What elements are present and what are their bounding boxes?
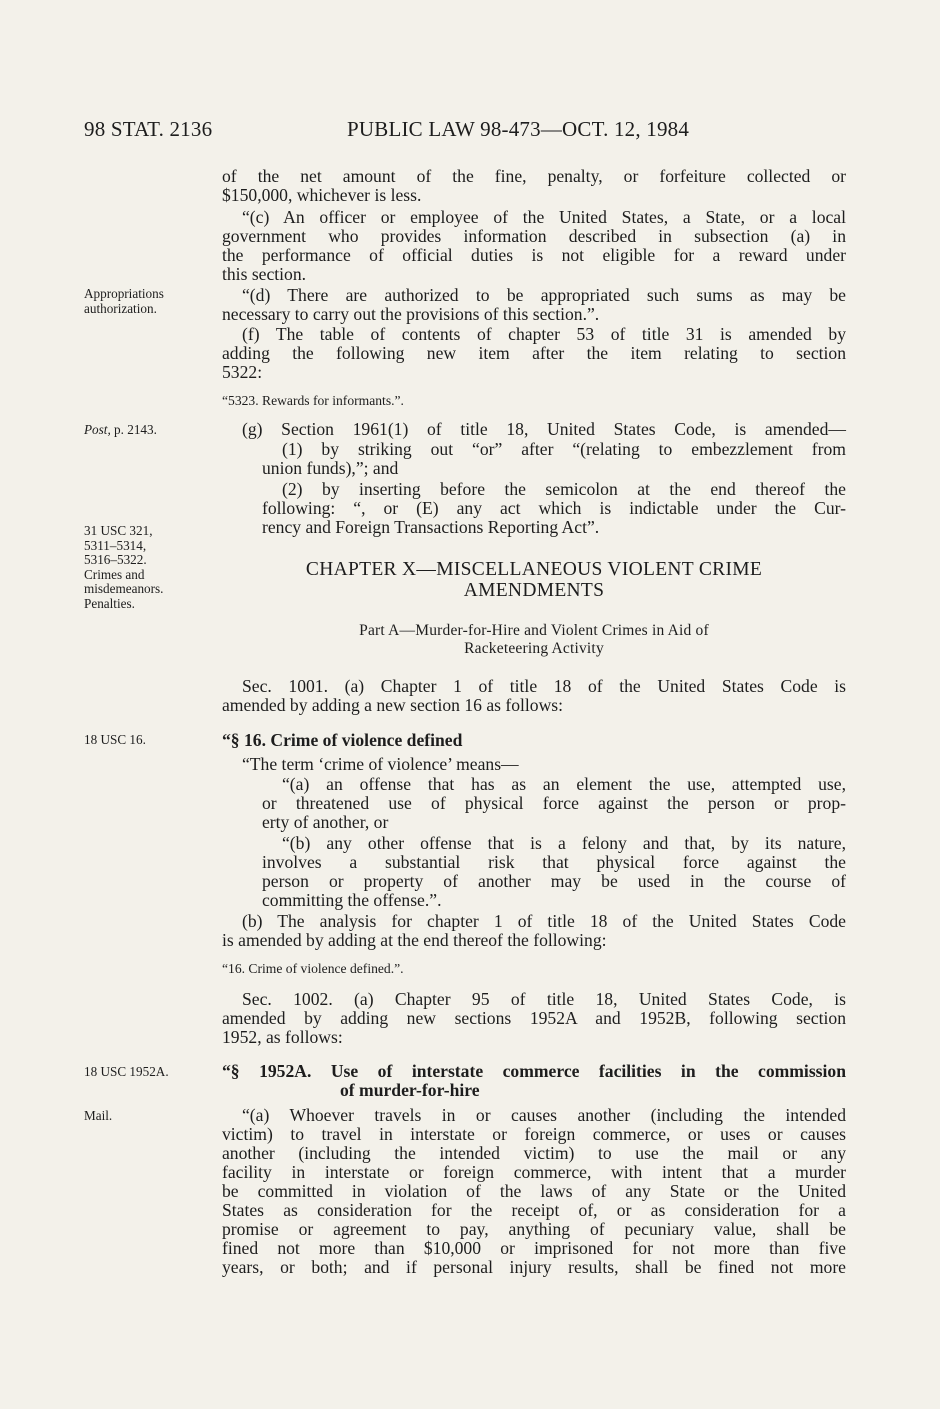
section-16-heading: “§ 16. Crime of violence defined — [222, 730, 463, 750]
margin-note-mail: Mail. — [84, 1108, 113, 1123]
paragraph-clause-2: (2) by inserting before the semicolon at the end thereof the following: “, or (E) any act which is indictable under the Cur- rency and Foreign Transactions Reporting Act”. — [262, 479, 846, 537]
table-item-5323: “5323. Rewards for informants.”. — [222, 393, 404, 408]
section-16-clause-a: “(a) an offense that has as an element the use, attempted use, or threatened use of physical force against the person or prop- erty of another, or — [262, 774, 846, 832]
margin-note-18-usc-16: 18 USC 16. — [84, 732, 146, 747]
public-law-title: PUBLIC LAW 98-473—OCT. 12, 1984 — [347, 117, 690, 141]
margin-note-appropriations: Appropriations authorization. — [84, 286, 164, 316]
section-16-intro: “The term ‘crime of violence’ means— — [242, 754, 519, 774]
paragraph-continuation: of the net amount of the fine, penalty, or forfeiture collected or $150,000, whichever is less. — [222, 166, 846, 205]
paragraph-subsection-f: (f) The table of contents of chapter 53 of title 31 is amended by adding the following new item after the item relating to section 5322: — [222, 324, 846, 382]
section-1002-intro: Sec. 1002. (a) Chapter 95 of title 18, United States Code, is amended by adding new sections 1952A and 1952B, following section 1952, as follows: — [222, 989, 846, 1047]
paragraph-subsection-g: (g) Section 1961(1) of title 18, United States Code, is amended— — [242, 419, 846, 439]
chapter-title: CHAPTER X—MISCELLANEOUS VIOLENT CRIME AMENDMENTS — [305, 559, 763, 601]
part-a-heading: Part A—Murder-for-Hire and Violent Crimes in Aid of Racketeering Activity — [359, 622, 709, 657]
section-16-clause-b: “(b) any other offense that is a felony and that, by its nature, involves a substantial risk that physical force against the person or property of another may be used in the course of committing the offense.”. — [262, 833, 846, 910]
paragraph-analysis-b: (b) The analysis for chapter 1 of title 18 of the United States Code is amended by adding at the end thereof the following: — [222, 911, 846, 950]
running-header — [84, 117, 844, 147]
paragraph-clause-1: (1) by striking out “or” after “(relating to embezzlement from union funds),”; and — [262, 439, 846, 478]
margin-note-18-usc-1952a: 18 USC 1952A. — [84, 1064, 169, 1079]
section-1001-intro: Sec. 1001. (a) Chapter 1 of title 18 of the United States Code is amended by adding a new section 16 as follows: — [222, 676, 846, 715]
statute-page-number: 98 STAT. 2136 — [84, 117, 213, 141]
section-1952a-heading: “§ 1952A. Use of interstate commerce facilities in the commission of murder-for-hire — [222, 1061, 846, 1100]
table-item-16: “16. Crime of violence defined.”. — [222, 961, 404, 976]
paragraph-subsection-d: “(d) There are authorized to be appropriated such sums as may be necessary to carry out the provisions of this section.”. — [222, 285, 846, 324]
section-1952a-subsection-a: “(a) Whoever travels in or causes another (including the intended victim) to travel in interstate or foreign commerce, or uses or causes another (including the intended victim) to use the mail or any facility in interstate or foreign commerce, with intent that a murder be committed in violation of the laws of any State or the United States as consideration for the receipt of, or as consideration for a promise or agreement to pay, anything of pecuniary value, shall be fined not more than $10,000 or imprisoned for not more than five years, or both; and if personal injury results, shall be fined not more — [222, 1105, 846, 1277]
margin-note-usc-block: 31 USC 321, 5311–5314, 5316–5322. Crimes and misdemeanors. Penalties. — [84, 523, 164, 611]
paragraph-subsection-c: “(c) An officer or employee of the United States, a State, or a local government who provides information described in subsection (a) in the performance of official duties is not eligible for a reward under this section. — [222, 207, 846, 284]
margin-note-post: Post, p. 2143. — [84, 422, 157, 437]
